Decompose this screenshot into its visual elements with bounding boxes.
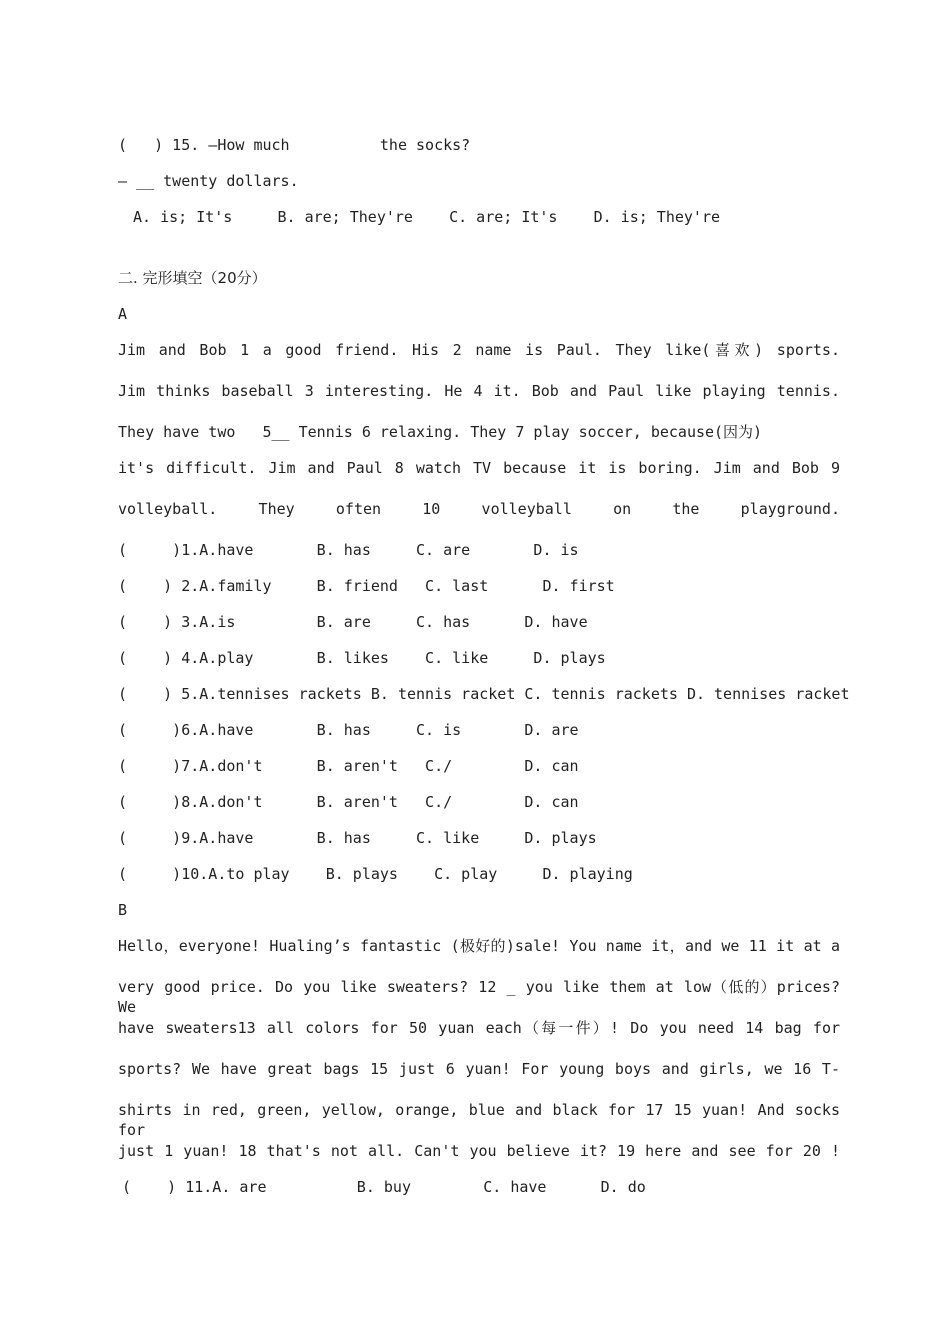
passage-a-line-5: volleyball. They often 10 volleyball on the playground. bbox=[118, 500, 840, 518]
question-1: ( )1.A.have B. has C. are D. is bbox=[118, 541, 579, 559]
question-8: ( )8.A.don't B. aren't C./ D. can bbox=[118, 793, 579, 811]
passage-b-line-3: have sweaters13 all colors for 50 yuan each（每一件）! Do you need 14 bag for bbox=[118, 1019, 840, 1037]
question-2: ( ) 2.A.family B. friend C. last D. first bbox=[118, 577, 615, 595]
passage-a-line-3: They have two 5__ Tennis 6 relaxing. They 7 play soccer, because(因为) bbox=[118, 423, 763, 441]
passage-b-line-2: very good price. Do you like sweaters? 12 _ you like them at low（低的）prices? We bbox=[118, 978, 840, 1016]
passage-a-label: A bbox=[118, 305, 128, 323]
question-6: ( )6.A.have B. has C. is D. are bbox=[118, 721, 579, 739]
passage-b-line-5: shirts in red, green, yellow, orange, blue and black for 17 15 yuan! And socks for bbox=[118, 1101, 840, 1139]
passage-b-label: B bbox=[118, 901, 128, 919]
question-4: ( ) 4.A.play B. likes C. like D. plays bbox=[118, 649, 606, 667]
passage-b-line-1: Hello，everyone! Hualing’s fantastic (极好的)sale! You name it，and we 11 it at a bbox=[118, 937, 840, 955]
q15-response: — __ twenty dollars. bbox=[118, 172, 299, 190]
passage-a-line-2: Jim thinks baseball 3 interesting. He 4 it. Bob and Paul like playing tennis. bbox=[118, 382, 840, 400]
passage-a-line-1: Jim and Bob 1 a good friend. His 2 name is Paul. They like(喜欢) sports. bbox=[118, 341, 840, 359]
question-11: ( ) 11.A. are B. buy C. have D. do bbox=[122, 1178, 646, 1196]
question-5: ( ) 5.A.tennises rackets B. tennis racket C. tennis rackets D. tennises racket bbox=[118, 685, 850, 703]
question-7: ( )7.A.don't B. aren't C./ D. can bbox=[118, 757, 579, 775]
q15-stem: ( ) 15. —How much the socks? bbox=[118, 136, 471, 154]
passage-b-line-6: just 1 yuan! 18 that's not all. Can't you believe it? 19 here and see for 20 ! bbox=[118, 1142, 840, 1160]
q15-options: A. is; It's B. are; They're C. are; It's D. is; They're bbox=[133, 208, 720, 226]
question-10: ( )10.A.to play B. plays C. play D. playing bbox=[118, 865, 633, 883]
question-3: ( ) 3.A.is B. are C. has D. have bbox=[118, 613, 588, 631]
question-9: ( )9.A.have B. has C. like D. plays bbox=[118, 829, 597, 847]
passage-b-line-4: sports? We have great bags 15 just 6 yuan! For young boys and girls, we 16 T- bbox=[118, 1060, 840, 1078]
section-title: 二. 完形填空（20分） bbox=[118, 269, 267, 287]
passage-a-line-4: it's difficult. Jim and Paul 8 watch TV because it is boring. Jim and Bob 9 bbox=[118, 459, 840, 477]
